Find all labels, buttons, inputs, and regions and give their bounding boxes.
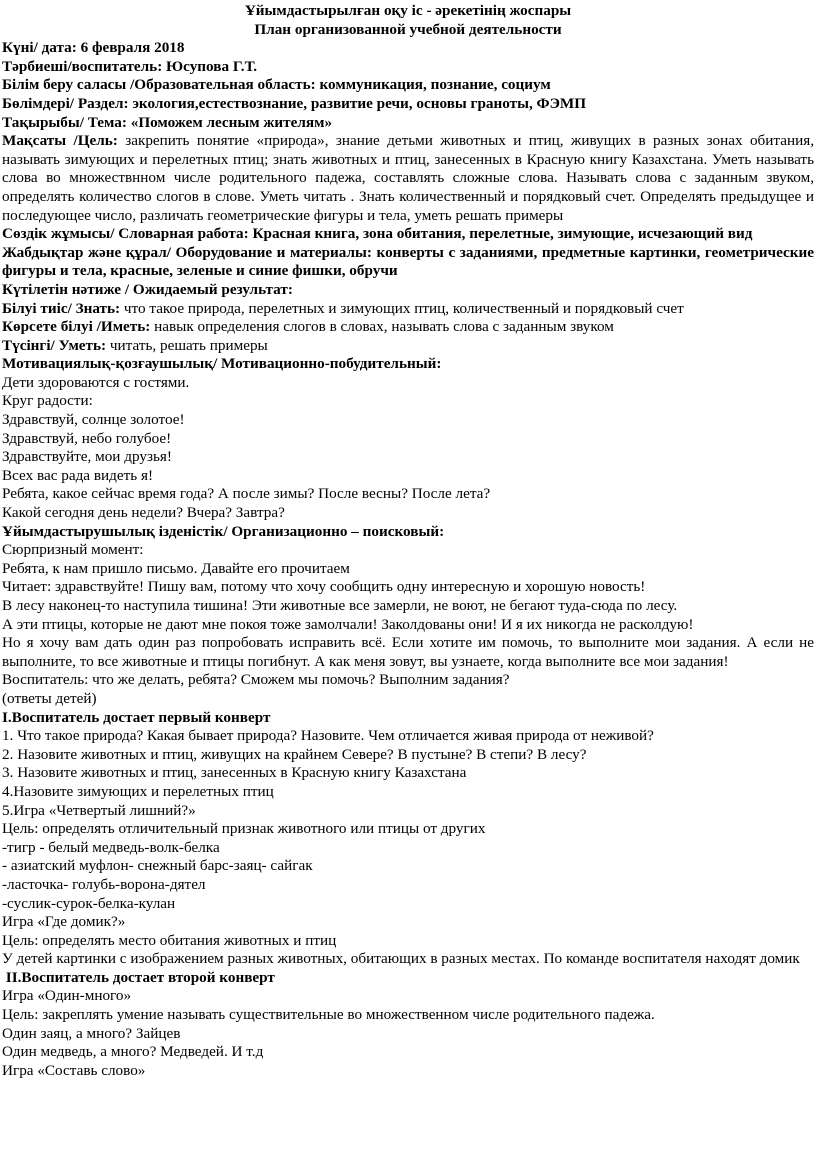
text-line: Круг радости: [2, 392, 93, 410]
section-line [2, 95, 814, 114]
text-line: Какой сегодня день недели? Вчера? Завтра? [2, 504, 285, 522]
date-label: Күні/ дата [2, 39, 72, 57]
text-line: Читает: здравствуйте! Пишу вам, потому что хочу сообщить одну интересную и хорошую новость! [2, 578, 646, 596]
text-line: 3. Назовите животных и птиц, занесенных в Красную книгу Казахстана [2, 764, 467, 782]
goal-label: Мақсаты /Цель: [2, 132, 118, 150]
vocabulary-label: Сөздік жұмысы/ Словарная работа: [2, 225, 249, 243]
text-line: - азиатский муфлон- снежный барс-заяц- сайгак [2, 857, 313, 875]
section-value: экология,естествознание, развитие речи, основы граноты, ФЭМП [128, 94, 587, 112]
text-line: Здравствуйте, мои друзья! [2, 448, 172, 466]
cards-paragraph: У детей картинки с изображением разных животных, обитающих в разных местах. По команде воспитателя находят домик [2, 950, 800, 968]
equipment-value: конверты с заданиями, предметные картинки, геометрические фигуры и тела, красные, зеленые и синие фишки, обручи [2, 243, 814, 280]
envelope2-heading: II.Воспитатель достает второй конверт [2, 968, 275, 986]
text-line: 4.Назовите зимующих и перелетных птиц [2, 782, 274, 800]
text-line: Цель: закреплять умение называть существительные во множественном числе родительного падежа. [2, 1006, 655, 1024]
text-line: 2. Назовите животных и птиц, живущих на крайнем Севере? В пустыне? В степи? В лесу? [2, 745, 587, 763]
text-line: -ласточка- голубь-ворона-дятел [2, 875, 206, 893]
teacher-line [2, 58, 814, 77]
topic-label: Тақырыбы/ Тема: [2, 113, 127, 131]
results-heading: Күтілетін нәтиже / Ожидаемый результат: [2, 280, 293, 298]
text-line: Цель: определять отличительный признак животного или птицы от других [2, 820, 486, 838]
teacher-value: : Юсупова Г.Т. [157, 57, 258, 75]
motivation-heading: Мотивациялық-қозғаушылық/ Мотивационно-побудительный: [2, 355, 442, 373]
area-value: коммуникация, познание, социум [315, 76, 551, 94]
text-line: Ребята, какое сейчас время года? А после зимы? После весны? После лета? [2, 485, 491, 503]
understand-value: читать, решать примеры [106, 336, 268, 354]
text-line: Сюрпризный момент: [2, 541, 144, 559]
date-line [2, 39, 814, 58]
goal-paragraph [2, 132, 814, 225]
vocabulary-value: Красная книга, зона обитания, перелетные, зимующие, исчезающий вид [248, 225, 753, 243]
area-line [2, 76, 814, 95]
text-line: Здравствуй, солнце золотое! [2, 411, 185, 429]
text-line: В лесу наконец-то наступила тишина! Эти животные все замерли, не воют, не бегают туда-сюда по лесу. [2, 597, 678, 614]
know-label: Білуі тиіс/ Знать: [2, 299, 121, 317]
text-line: Один заяц, а много? Зайцев [2, 1024, 181, 1042]
title-kz: Ұйымдастырылған оқу іс - әрекетінің жоспары [244, 2, 572, 19]
able-label: Көрсете білуі /Иметь: [2, 318, 151, 336]
able-line [2, 318, 814, 337]
text-line: Воспитатель: что же делать, ребята? Сможем мы помочь? Выполним задания? [2, 671, 510, 689]
area-label: Білім беру саласы /Образовательная область: [2, 76, 316, 94]
know-line [2, 300, 814, 319]
text-line: Игра «Составь слово» [2, 1061, 146, 1079]
date-value: : 6 февраля 2018 [71, 39, 185, 57]
text-line: 1. Что такое природа? Какая бывает природа? Назовите. Чем отличается живая природа от неживой? [2, 727, 654, 745]
vocabulary-line [2, 225, 814, 244]
teacher-label: Тәрбиеші/воспитатель [2, 57, 158, 75]
organization-heading: Ұйымдастырушылық ізденістік/ Организационно – поисковый: [2, 522, 445, 540]
understand-label: Түсінгі/ Уметь: [2, 336, 107, 354]
understand-line [2, 337, 814, 356]
able-value: навык определения слогов в словах, называть слова с заданным звуком [150, 318, 614, 336]
know-value: что такое природа, перелетных и зимующих птиц, количественный и порядковый счет [120, 299, 684, 317]
text-line: Дети здороваются с гостями. [2, 373, 190, 391]
text-line: Один медведь, а много? Медведей. И т.д [2, 1043, 264, 1061]
text-line: -тигр - белый медведь-волк-белка [2, 838, 220, 856]
letter-paragraph: Но я хочу вам дать один раз попробовать исправить всё. Если хотите им помочь, то выполните мои задания. А если не выполните, то все животные и птицы погибнут. А как меня зовут, вы узнаете, когда выполните все мои задания! [2, 634, 814, 670]
text-line: Игра «Где домик?» [2, 913, 126, 931]
text-line: Игра «Один-много» [2, 987, 132, 1005]
section-label: Бөлімдері/ Раздел: [2, 94, 129, 112]
text-line: Здравствуй, небо голубое! [2, 429, 172, 447]
topic-value: «Поможем лесным жителям» [126, 113, 333, 131]
text-line: Всех вас рада видеть я! [2, 466, 154, 484]
envelope1-heading: I.Воспитатель достает первый конверт [2, 708, 271, 726]
text-line: -суслик-сурок-белка-кулан [2, 894, 176, 912]
goal-text: закрепить понятие «природа», знание детьми животных и птиц, живущих в разных зонах обитания, называть зимующих и перелетных птиц; знать животных и птиц, занесенных в Красную книгу Казахстана. Уметь называть слова во множествнном числе родительного падежа, составлять сложные слова. Называть слова с заданным звуком, определять количество слогов в слове. Уметь читать . Знать количественный и порядковый счет. Определять предыдущее и последующее число, различать геометрические фигуры и тела, уметь решать примеры [2, 132, 814, 224]
text-line: (ответы детей) [2, 689, 97, 707]
equipment-label: Жабдықтар және құрал/ Оборудование и материалы: [2, 243, 372, 261]
topic-line [2, 114, 814, 133]
text-line: А эти птицы, которые не дают мне покоя тоже замолчали! Заколдованы они! И я их никогда не расколдую! [2, 615, 694, 633]
title-ru: План организованной учебной деятельности [254, 20, 562, 38]
text-line: Цель: определять место обитания животных и птиц [2, 931, 337, 949]
text-line: Ребята, к нам пришло письмо. Давайте его прочитаем [2, 559, 350, 577]
text-line: 5.Игра «Четвертый лишний?» [2, 801, 196, 819]
equipment-paragraph [2, 244, 814, 281]
